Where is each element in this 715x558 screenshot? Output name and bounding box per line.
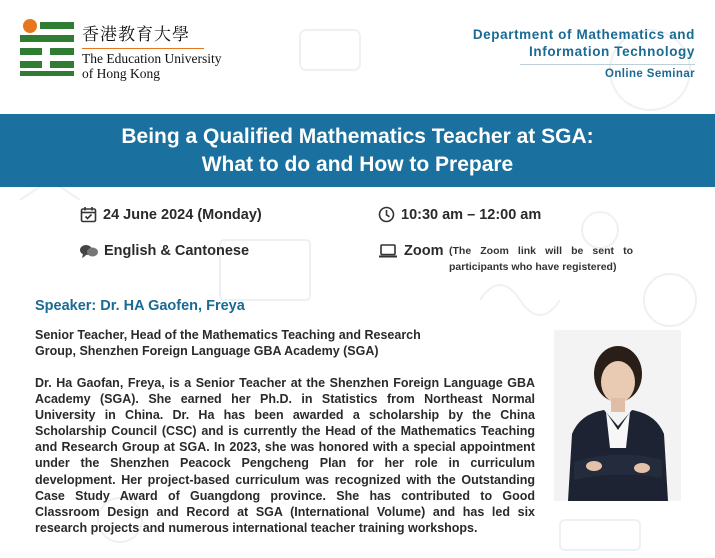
department-divider	[520, 64, 695, 65]
title-line1: Being a Qualified Mathematics Teacher at SGA:	[121, 124, 594, 148]
department-line1: Department of Mathematics and	[472, 27, 695, 42]
laptop-icon	[378, 243, 398, 259]
zoom-note: (The Zoom link will be sent to participants who have registered)	[449, 245, 633, 273]
event-language	[80, 243, 249, 259]
calendar-icon	[80, 206, 97, 223]
event-language-text: English & Cantonese	[104, 243, 250, 259]
logo-chinese-name: 香港教育大學	[82, 25, 190, 45]
speaker-bio: Dr. Ha Gaofan, Freya, is a Senior Teacher at the Shenzhen Foreign Language GBA Academy (SGA). She earned her Ph.D. in Statistics from Northeast Normal University in China. Dr. Ha has been awarded a scholarship by the China Scholarship Council (CSC) and is currently the Head of the Mathematics Teaching and Research Group at SGA. In 2023, she was honored with a special appointment under the Shenzhen Peacock Pengcheng Plan for her role in curriculum development. Her project-based curriculum was recognized with the Outstanding Case Study Award of Guangdong province. She has contributed to Good Classroom Design and Record at SGA (International Volume) and has led six research projects and numerous international teacher training workshops.	[35, 376, 535, 535]
logo-english-line2: of Hong Kong	[82, 66, 160, 81]
logo-english-line1: The Education University	[82, 51, 222, 66]
clock-icon	[378, 206, 395, 223]
chat-icon	[80, 244, 98, 259]
event-platform	[378, 243, 443, 259]
speaker-role: Senior Teacher, Head of the Mathematics Teaching and Research Group, Shenzhen Foreign Language GBA Academy (SGA)	[35, 328, 421, 358]
speaker-heading: Speaker: Dr. HA Gaofen, Freya	[35, 298, 245, 314]
eduhk-logo	[20, 18, 76, 76]
title-line2: What to do and How to Prepare	[201, 152, 514, 176]
event-time	[378, 206, 541, 223]
speaker-photo	[554, 330, 681, 501]
department-name	[473, 26, 695, 60]
title-banner	[0, 114, 715, 187]
logo-text	[82, 20, 221, 81]
logo-divider	[82, 48, 204, 49]
department-line2: Information Technology	[529, 44, 695, 59]
event-platform-text: Zoom	[404, 243, 444, 259]
event-type: Online Seminar	[605, 68, 695, 80]
event-date-text: 24 June 2024 (Monday)	[103, 206, 262, 223]
event-time-text: 10:30 am – 12:00 am	[401, 206, 542, 223]
event-date	[80, 206, 262, 223]
